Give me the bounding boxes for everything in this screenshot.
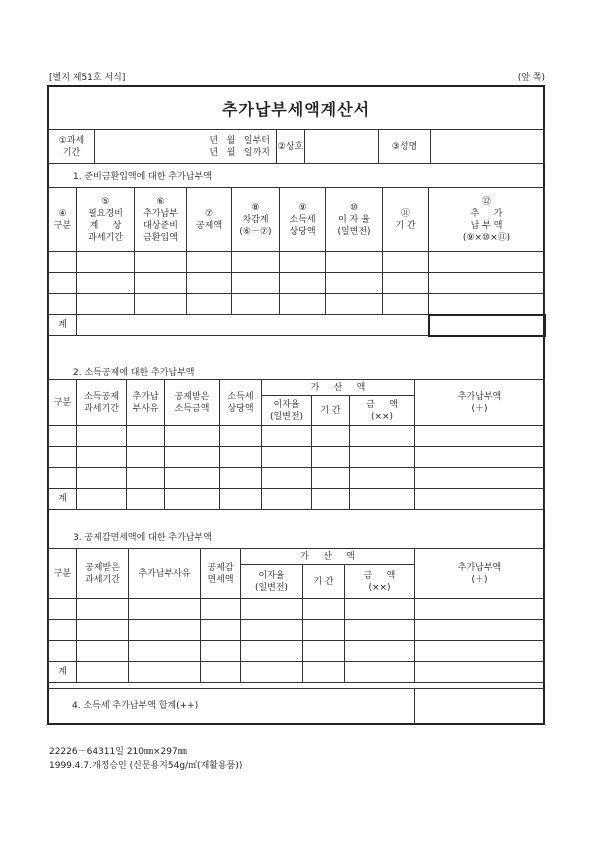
period-end: 년 월 일까지 [209, 147, 270, 158]
table-row [49, 468, 545, 489]
s3-col-period: 공제받은 과세기간 [77, 549, 129, 599]
table-row [49, 273, 545, 294]
section1-header [49, 163, 543, 187]
s2-col-reason: 추가납 부사유 [127, 380, 165, 426]
s2-col-deducted: 공제받은 소득금액 [165, 380, 220, 426]
section4-title: 4. 소득세 추가납부액 합계(++) [48, 689, 414, 724]
period-start: 년 월 일부터 [209, 135, 270, 146]
section1-table [48, 187, 546, 337]
section2-table [48, 379, 545, 510]
section2-title: 2. 소득공제에 대한 추가납부액 [73, 368, 195, 378]
s3-col-rate: 이자율 (일변전) [241, 565, 303, 599]
table-row [49, 620, 545, 641]
s2-total-label: 계 [49, 489, 77, 510]
name-field[interactable] [431, 130, 545, 164]
s3-total-field[interactable] [415, 662, 545, 683]
s1-col-tax: ⑨ 소득세 상당액 [280, 188, 326, 252]
s3-total-label: 계 [49, 662, 77, 683]
s2-group-header: 가 산 액 [262, 380, 415, 396]
s1-col-gubun: ④ 구분 [49, 188, 77, 252]
s3-col-gubun: 구분 [49, 549, 77, 599]
s2-total-field[interactable] [415, 489, 545, 510]
total-row [49, 662, 545, 683]
s3-col-term: 기 간 [303, 565, 345, 599]
period-range[interactable] [95, 130, 277, 164]
s2-col-amount: 금 액 (××) [350, 396, 415, 426]
section3-header [49, 524, 543, 548]
s1-col-net: ⑧ 차감계 (⑥－⑦) [232, 188, 280, 252]
company-label: ②상호 [277, 130, 305, 164]
section1-title: 1. 준비금환입액에 대한 추가납부액 [73, 172, 212, 182]
table-row [49, 641, 545, 662]
company-field[interactable] [305, 130, 379, 164]
s2-col-gubun: 구분 [49, 380, 77, 426]
s1-col-addpay: ⑫ 추 가 납 부 액 (⑨×⑩×⑪) [429, 188, 545, 252]
table-row [49, 426, 545, 447]
form-title: 추가납부세액계산서 [221, 99, 371, 119]
s3-col-amount: 금 액 (××) [345, 565, 415, 599]
footer-line1: 22226－64311일 210㎜×297㎜ [49, 747, 187, 757]
table-row [49, 252, 545, 273]
s3-col-reason: 추가납부사유 [129, 549, 201, 599]
s1-col-period: ⑤ 필요경비 계 상 과세기간 [77, 188, 135, 252]
section1-header-row [49, 188, 545, 252]
s1-col-term: ⑪ 기 간 [383, 188, 429, 252]
total-row [49, 315, 545, 336]
name-label: ③성명 [379, 130, 431, 164]
s3-col-tax: 공제감 면세액 [201, 549, 241, 599]
s2-col-rate: 이자율 (일변전) [262, 396, 312, 426]
table-row [49, 294, 545, 315]
s2-col-tax: 소득세 상당액 [220, 380, 262, 426]
header-table [48, 129, 545, 164]
s2-col-period: 소득공제 과세기간 [77, 380, 127, 426]
s2-col-term: 기 간 [312, 396, 350, 426]
s3-col-addpay: 추가납부액 (＋) [415, 549, 545, 599]
section3-title: 3. 공제감면세액에 대한 추가납부액 [73, 533, 212, 543]
period-label: ①과세 기간 [49, 130, 95, 164]
form-frame [47, 85, 545, 725]
page-side-label: (앞 쪽) [517, 73, 545, 83]
s2-col-addpay: 추가납부액 (＋) [415, 380, 545, 426]
table-row [49, 447, 545, 468]
form-number: [별지 제51호 서식] [49, 73, 126, 83]
s1-total-field[interactable] [429, 315, 545, 336]
s3-group-header: 가 산 액 [241, 549, 415, 565]
total-row [49, 489, 545, 510]
s1-col-rate: ⑩ 이 자 율 (일변전) [326, 188, 383, 252]
s1-total-label: 계 [49, 315, 77, 336]
s1-col-deduction: ⑦ 공제액 [187, 188, 232, 252]
section4-table [48, 688, 544, 724]
table-row [49, 599, 545, 620]
s1-col-reversal: ⑥ 추가납부 대상준비 금환입액 [135, 188, 187, 252]
footer-line2: 1999.4.7.개정승인 (신문용지54g/㎡(재활용품)) [49, 761, 243, 771]
s4-total-field[interactable] [414, 689, 544, 724]
section3-table [48, 548, 545, 683]
